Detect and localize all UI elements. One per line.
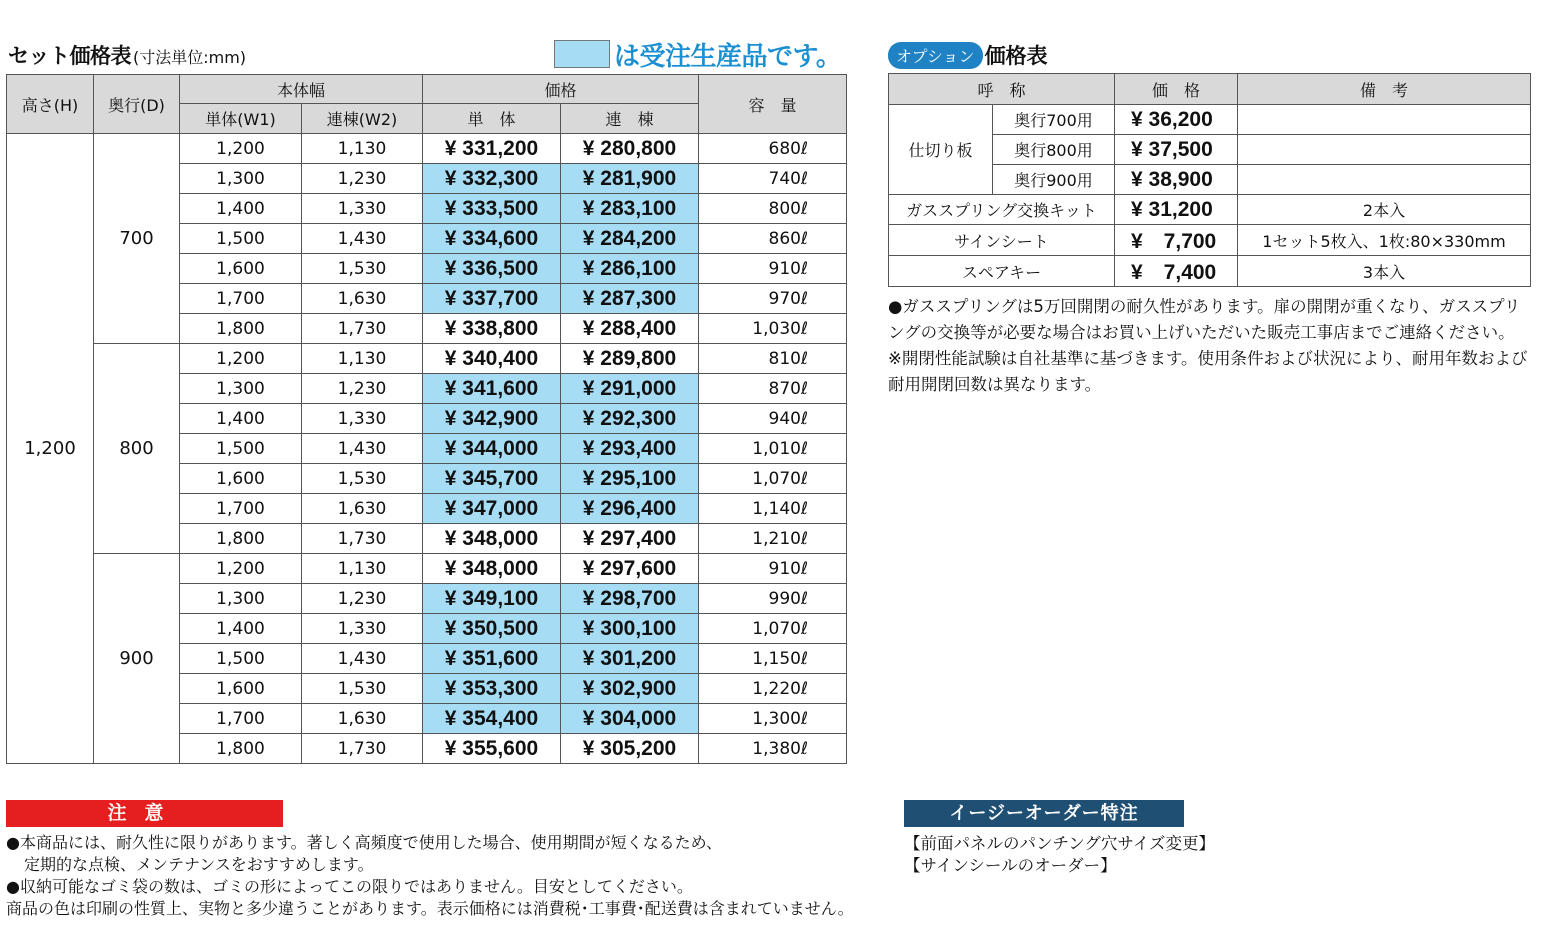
width-w2-cell: 1,530 bbox=[302, 464, 423, 494]
partition-label: 仕切り板 bbox=[889, 105, 993, 195]
option-badge: オプション bbox=[888, 42, 983, 69]
width-w1-cell: 1,400 bbox=[180, 194, 302, 224]
linked-price-cell: ¥ 301,200 bbox=[561, 644, 699, 674]
width-w2-cell: 1,230 bbox=[302, 584, 423, 614]
unit-note: (寸法単位:mm) bbox=[133, 48, 247, 67]
width-w2-cell: 1,730 bbox=[302, 524, 423, 554]
linked-price-cell: ¥ 298,700 bbox=[561, 584, 699, 614]
width-w2-cell: 1,530 bbox=[302, 674, 423, 704]
partition-sub: 奥行900用 bbox=[993, 165, 1115, 195]
capacity-cell: 810ℓ bbox=[699, 344, 847, 374]
single-price-cell: ¥ 353,300 bbox=[423, 674, 561, 704]
linked-price-cell: ¥ 289,800 bbox=[561, 344, 699, 374]
header-single-w1: 単体(W1) bbox=[180, 104, 302, 134]
partition-sub: 奥行800用 bbox=[993, 135, 1115, 165]
single-price-cell: ¥ 351,600 bbox=[423, 644, 561, 674]
linked-price-cell: ¥ 284,200 bbox=[561, 224, 699, 254]
option-title-text: 価格表 bbox=[984, 44, 1048, 68]
made-to-order-color-swatch bbox=[554, 40, 610, 68]
capacity-cell: 1,380ℓ bbox=[699, 734, 847, 764]
option-price: ¥ 7,400 bbox=[1115, 256, 1238, 287]
linked-price-cell: ¥ 300,100 bbox=[561, 614, 699, 644]
partition-sub: 奥行700用 bbox=[993, 105, 1115, 135]
easy-order-item: 【前面パネルのパンチング穴サイズ変更】 bbox=[904, 834, 1216, 853]
depth-cell: 700 bbox=[94, 134, 180, 344]
linked-price-cell: ¥ 288,400 bbox=[561, 314, 699, 344]
option-header-remarks: 備 考 bbox=[1238, 74, 1531, 105]
capacity-cell: 860ℓ bbox=[699, 224, 847, 254]
depth-cell: 900 bbox=[94, 554, 180, 764]
linked-price-cell: ¥ 283,100 bbox=[561, 194, 699, 224]
header-linked-w2: 連棟(W2) bbox=[302, 104, 423, 134]
capacity-cell: 1,010ℓ bbox=[699, 434, 847, 464]
single-price-cell: ¥ 334,600 bbox=[423, 224, 561, 254]
linked-price-cell: ¥ 280,800 bbox=[561, 134, 699, 164]
capacity-cell: 680ℓ bbox=[699, 134, 847, 164]
capacity-cell: 1,220ℓ bbox=[699, 674, 847, 704]
partition-price: ¥ 38,900 bbox=[1115, 165, 1238, 195]
height-cell: 1,200 bbox=[7, 134, 94, 764]
single-price-cell: ¥ 333,500 bbox=[423, 194, 561, 224]
partition-remarks bbox=[1238, 165, 1531, 195]
header-depth: 奥行(D) bbox=[94, 75, 180, 134]
width-w1-cell: 1,300 bbox=[180, 164, 302, 194]
option-row bbox=[889, 256, 1531, 287]
linked-price-cell: ¥ 297,600 bbox=[561, 554, 699, 584]
linked-price-cell: ¥ 287,300 bbox=[561, 284, 699, 314]
width-w2-cell: 1,230 bbox=[302, 374, 423, 404]
width-w2-cell: 1,630 bbox=[302, 284, 423, 314]
capacity-cell: 910ℓ bbox=[699, 254, 847, 284]
width-w1-cell: 1,800 bbox=[180, 734, 302, 764]
capacity-cell: 1,140ℓ bbox=[699, 494, 847, 524]
width-w2-cell: 1,730 bbox=[302, 734, 423, 764]
single-price-cell: ¥ 336,500 bbox=[423, 254, 561, 284]
width-w1-cell: 1,200 bbox=[180, 134, 302, 164]
option-remarks: 2本入 bbox=[1238, 195, 1531, 225]
option-price-table bbox=[888, 73, 1531, 287]
width-w2-cell: 1,130 bbox=[302, 344, 423, 374]
single-price-cell: ¥ 347,000 bbox=[423, 494, 561, 524]
linked-price-cell: ¥ 281,900 bbox=[561, 164, 699, 194]
option-remarks: 3本入 bbox=[1238, 256, 1531, 287]
width-w2-cell: 1,130 bbox=[302, 554, 423, 584]
header-height: 高さ(H) bbox=[7, 75, 94, 134]
easy-order-items bbox=[904, 833, 1215, 877]
partition-remarks bbox=[1238, 105, 1531, 135]
capacity-cell: 910ℓ bbox=[699, 554, 847, 584]
width-w1-cell: 1,600 bbox=[180, 674, 302, 704]
capacity-cell: 1,210ℓ bbox=[699, 524, 847, 554]
caution-header: 注意 bbox=[6, 800, 283, 827]
width-w2-cell: 1,430 bbox=[302, 224, 423, 254]
linked-price-cell: ¥ 296,400 bbox=[561, 494, 699, 524]
easy-order-item: 【サインシールのオーダー】 bbox=[904, 856, 1117, 875]
single-price-cell: ¥ 355,600 bbox=[423, 734, 561, 764]
capacity-cell: 1,030ℓ bbox=[699, 314, 847, 344]
capacity-cell: 970ℓ bbox=[699, 284, 847, 314]
width-w2-cell: 1,430 bbox=[302, 644, 423, 674]
capacity-cell: 1,070ℓ bbox=[699, 614, 847, 644]
width-w1-cell: 1,200 bbox=[180, 344, 302, 374]
width-w1-cell: 1,600 bbox=[180, 464, 302, 494]
width-w1-cell: 1,700 bbox=[180, 284, 302, 314]
width-w1-cell: 1,800 bbox=[180, 314, 302, 344]
width-w1-cell: 1,400 bbox=[180, 404, 302, 434]
header-single-price: 単 体 bbox=[423, 104, 561, 134]
caution-note: ●収納可能なゴミ袋の数は、ゴミの形によってこの限りではありません。目安としてください。 bbox=[6, 877, 693, 896]
single-price-cell: ¥ 338,800 bbox=[423, 314, 561, 344]
option-name: スペアキー bbox=[889, 256, 1115, 287]
option-row bbox=[889, 195, 1531, 225]
option-name: サインシート bbox=[889, 225, 1115, 256]
width-w2-cell: 1,530 bbox=[302, 254, 423, 284]
single-price-cell: ¥ 331,200 bbox=[423, 134, 561, 164]
option-name: ガススプリング交換キット bbox=[889, 195, 1115, 225]
linked-price-cell: ¥ 295,100 bbox=[561, 464, 699, 494]
width-w2-cell: 1,330 bbox=[302, 614, 423, 644]
table-row bbox=[7, 554, 847, 584]
linked-price-cell: ¥ 286,100 bbox=[561, 254, 699, 284]
depth-cell: 800 bbox=[94, 344, 180, 554]
option-notes bbox=[888, 294, 1533, 398]
linked-price-cell: ¥ 302,900 bbox=[561, 674, 699, 704]
partition-price: ¥ 36,200 bbox=[1115, 105, 1238, 135]
width-w1-cell: 1,300 bbox=[180, 374, 302, 404]
partition-remarks bbox=[1238, 135, 1531, 165]
option-row bbox=[889, 105, 1531, 135]
width-w2-cell: 1,130 bbox=[302, 134, 423, 164]
option-price-table-title bbox=[888, 40, 1048, 70]
option-note-gas-spring: ●ガススプリングは5万回開閉の耐久性があります。扉の開閉が重くなり、ガススプリングの交換等が必要な場合はお買い上げいただいた販売工事店までご連絡ください。 bbox=[888, 297, 1521, 342]
width-w1-cell: 1,700 bbox=[180, 704, 302, 734]
capacity-cell: 800ℓ bbox=[699, 194, 847, 224]
capacity-cell: 940ℓ bbox=[699, 404, 847, 434]
option-row bbox=[889, 225, 1531, 256]
single-price-cell: ¥ 350,500 bbox=[423, 614, 561, 644]
capacity-cell: 740ℓ bbox=[699, 164, 847, 194]
width-w1-cell: 1,600 bbox=[180, 254, 302, 284]
capacity-cell: 990ℓ bbox=[699, 584, 847, 614]
single-price-cell: ¥ 348,000 bbox=[423, 524, 561, 554]
width-w2-cell: 1,430 bbox=[302, 434, 423, 464]
single-price-cell: ¥ 340,400 bbox=[423, 344, 561, 374]
caution-notes bbox=[6, 832, 886, 920]
set-price-table-body bbox=[7, 134, 847, 764]
set-price-table bbox=[6, 74, 847, 764]
caution-note: ●本商品には、耐久性に限りがあります。著しく高頻度で使用した場合、使用期間が短くなるため、 bbox=[6, 833, 723, 852]
made-to-order-note: は受注生産品です。 bbox=[614, 42, 842, 72]
linked-price-cell: ¥ 305,200 bbox=[561, 734, 699, 764]
linked-price-cell: ¥ 304,000 bbox=[561, 704, 699, 734]
single-price-cell: ¥ 345,700 bbox=[423, 464, 561, 494]
capacity-cell: 1,300ℓ bbox=[699, 704, 847, 734]
linked-price-cell: ¥ 293,400 bbox=[561, 434, 699, 464]
width-w2-cell: 1,630 bbox=[302, 494, 423, 524]
table-row bbox=[7, 344, 847, 374]
header-capacity: 容 量 bbox=[699, 75, 847, 134]
header-body-width: 本体幅 bbox=[180, 75, 423, 104]
caution-note-disclaimer: 商品の色は印刷の性質上、実物と多少違うことがあります。表示価格には消費税･工事費･配送費は含まれていません。 bbox=[6, 899, 854, 918]
width-w2-cell: 1,330 bbox=[302, 194, 423, 224]
single-price-cell: ¥ 332,300 bbox=[423, 164, 561, 194]
width-w2-cell: 1,330 bbox=[302, 404, 423, 434]
width-w1-cell: 1,800 bbox=[180, 524, 302, 554]
set-price-title-text: セット価格表 bbox=[8, 44, 131, 68]
single-price-cell: ¥ 342,900 bbox=[423, 404, 561, 434]
width-w1-cell: 1,200 bbox=[180, 554, 302, 584]
width-w1-cell: 1,700 bbox=[180, 494, 302, 524]
width-w1-cell: 1,400 bbox=[180, 614, 302, 644]
width-w2-cell: 1,630 bbox=[302, 704, 423, 734]
header-price: 価格 bbox=[423, 75, 699, 104]
capacity-cell: 1,150ℓ bbox=[699, 644, 847, 674]
option-header-name: 呼 称 bbox=[889, 74, 1115, 105]
table-row bbox=[7, 134, 847, 164]
single-price-cell: ¥ 348,000 bbox=[423, 554, 561, 584]
capacity-cell: 1,070ℓ bbox=[699, 464, 847, 494]
capacity-cell: 870ℓ bbox=[699, 374, 847, 404]
linked-price-cell: ¥ 292,300 bbox=[561, 404, 699, 434]
width-w1-cell: 1,500 bbox=[180, 224, 302, 254]
single-price-cell: ¥ 344,000 bbox=[423, 434, 561, 464]
single-price-cell: ¥ 349,100 bbox=[423, 584, 561, 614]
width-w1-cell: 1,300 bbox=[180, 584, 302, 614]
option-note-test-standard: ※開閉性能試験は自社基準に基づきます。使用条件および状況により、耐用年数および耐用開閉回数は異なります。 bbox=[888, 349, 1528, 394]
option-remarks: 1セット5枚入、1枚:80×330mm bbox=[1238, 225, 1531, 256]
linked-price-cell: ¥ 297,400 bbox=[561, 524, 699, 554]
width-w2-cell: 1,230 bbox=[302, 164, 423, 194]
linked-price-cell: ¥ 291,000 bbox=[561, 374, 699, 404]
single-price-cell: ¥ 354,400 bbox=[423, 704, 561, 734]
option-price: ¥ 31,200 bbox=[1115, 195, 1238, 225]
single-price-cell: ¥ 337,700 bbox=[423, 284, 561, 314]
easy-order-header: イージーオーダー特注 bbox=[904, 800, 1184, 827]
set-price-table-title bbox=[8, 40, 246, 70]
option-header-price: 価 格 bbox=[1115, 74, 1238, 105]
single-price-cell: ¥ 341,600 bbox=[423, 374, 561, 404]
option-price: ¥ 7,700 bbox=[1115, 225, 1238, 256]
caution-note: 定期的な点検、メンテナンスをおすすめします。 bbox=[24, 855, 374, 874]
partition-price: ¥ 37,500 bbox=[1115, 135, 1238, 165]
width-w1-cell: 1,500 bbox=[180, 434, 302, 464]
width-w1-cell: 1,500 bbox=[180, 644, 302, 674]
header-linked-price: 連 棟 bbox=[561, 104, 699, 134]
width-w2-cell: 1,730 bbox=[302, 314, 423, 344]
